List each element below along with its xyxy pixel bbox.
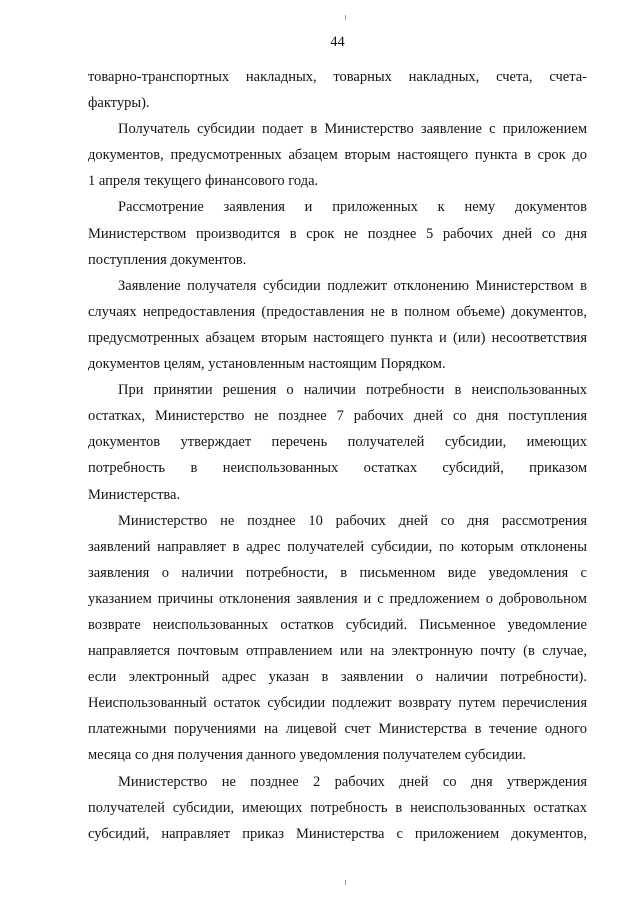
text-line: документов целям, установленным настоящим Порядком. <box>88 356 446 373</box>
paragraph <box>88 377 587 507</box>
scan-speck <box>345 880 346 885</box>
text-line: заявлений направляет в адрес получателей субсидии, по которым отклонены <box>88 538 587 555</box>
paragraph <box>88 116 587 194</box>
text-line: остатках, Министерство не позднее 7 рабочих дней со дня поступления <box>88 408 587 425</box>
text-line: Неиспользованный остаток субсидии подлежит возврату путем перечисления <box>88 695 587 712</box>
paragraph <box>88 508 587 769</box>
text-line: документов, предусмотренных абзацем вторым настоящего пункта в срок до <box>88 147 587 164</box>
page-number: 44 <box>330 34 345 50</box>
paragraph <box>88 194 587 272</box>
text-line: товарно-транспортных накладных, товарных накладных, счета, счета- <box>88 69 587 85</box>
text-line: получателей субсидии, имеющих потребность в неиспользованных остатках <box>88 799 587 816</box>
text-line: Заявление получателя субсидии подлежит отклонению Министерством в <box>118 277 587 294</box>
text-line: Министерство не позднее 2 рабочих дней со дня утверждения <box>118 773 587 790</box>
text-line: Министерством производится в срок не позднее 5 рабочих дней со дня <box>88 225 587 242</box>
text-line: Министерства. <box>88 486 181 503</box>
document-body <box>88 64 587 847</box>
text-line: случаях непредоставления (предоставления не в полном объеме) документов, <box>88 303 587 320</box>
text-line: фактуры). <box>88 95 150 112</box>
paragraph <box>88 273 587 377</box>
text-line: документов утверждает перечень получателей субсидии, имеющих <box>88 434 587 451</box>
text-line: Рассмотрение заявления и приложенных к нему документов <box>118 199 587 216</box>
text-line: поступления документов. <box>88 251 247 268</box>
text-line: указанием причины отклонения заявления и с предложением о добровольном <box>88 590 587 607</box>
text-line: При принятии решения о наличии потребности в неиспользованных <box>118 382 587 399</box>
text-line: Министерство не позднее 10 рабочих дней со дня рассмотрения <box>118 512 587 529</box>
text-line: заявления о наличии потребности, в письменном виде уведомления с <box>88 564 587 581</box>
text-line: потребность в неиспользованных остатках субсидий, приказом <box>88 460 587 477</box>
text-line: 1 апреля текущего финансового года. <box>88 173 319 190</box>
text-line: субсидий, направляет приказ Министерства с приложением документов, <box>88 825 587 842</box>
paragraph <box>88 64 587 116</box>
text-line: Получатель субсидии подает в Министерство заявление с приложением <box>118 121 587 138</box>
text-line: если электронный адрес указан в заявлении о наличии потребности). <box>88 669 587 686</box>
text-line: предусмотренных абзацем вторым настоящего пункта и (или) несоответствия <box>88 329 587 346</box>
text-line: платежными поручениями на лицевой счет Министерства в течение одного <box>88 721 587 738</box>
text-line: месяца со дня получения данного уведомления получателем субсидии. <box>88 747 527 764</box>
text-line: возврате неиспользованных остатков субсидий. Письменное уведомление <box>88 616 587 633</box>
text-line: направляется почтовым отправлением или на электронную почту (в случае, <box>88 643 587 660</box>
paragraph <box>88 769 587 847</box>
scan-speck <box>345 15 346 20</box>
